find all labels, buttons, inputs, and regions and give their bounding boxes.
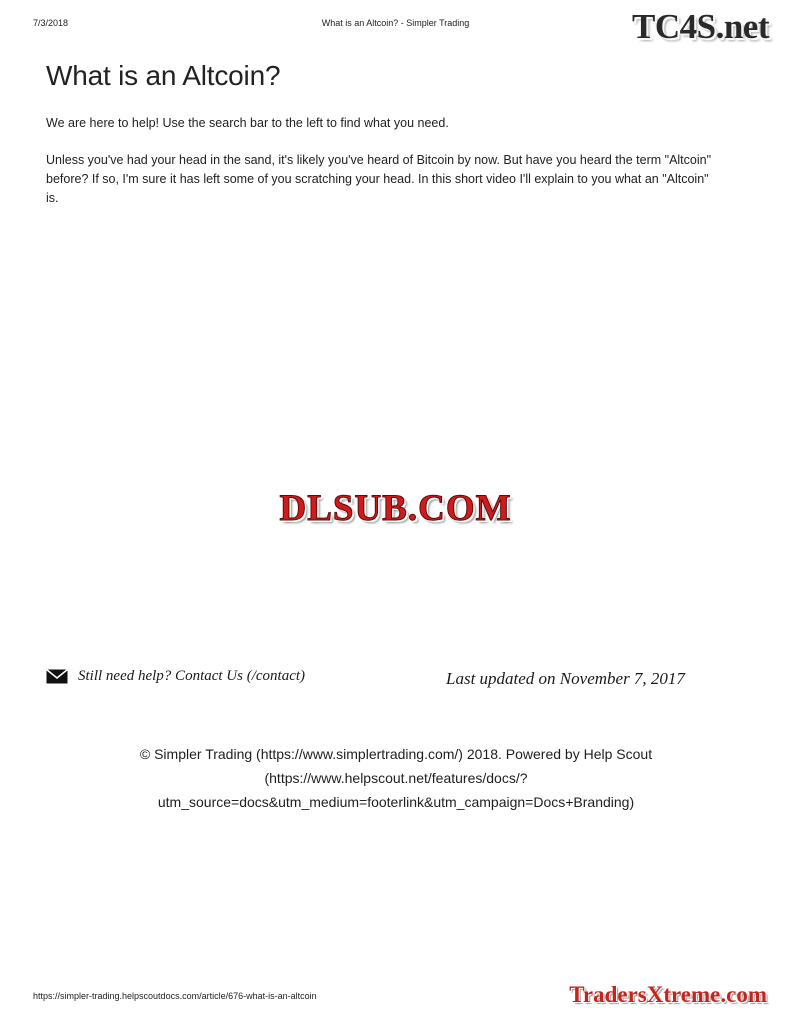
page-title: What is an Altcoin? [46, 60, 281, 91]
contact-us-link[interactable] [46, 668, 305, 685]
watermark-bottom-right: TradersXtreme.com [569, 982, 767, 1007]
page-source-url: https://simpler-trading.helpscoutdocs.com/article/676-what-is-an-altcoin [33, 991, 317, 1001]
last-updated-text: Last updated on November 7, 2017 [446, 669, 685, 688]
envelope-icon [46, 669, 68, 684]
article-content [46, 60, 746, 226]
article-footer-row [0, 668, 791, 702]
watermark-top-right: TC4S.net [632, 7, 769, 46]
print-page-title: What is an Altcoin? - Simpler Trading [321, 18, 470, 28]
article-paragraph-2: Unless you've had your head in the sand, it's likely you've heard of Bitcoin by now. But have you heard the term "Altcoin" before? If so, I'm sure it has left some of you scratching your head. In this short video I'll explain to you what an "Altcoin" is. [46, 153, 712, 205]
watermark-center [0, 487, 791, 530]
article-paragraph-1: We are here to help! Use the search bar to the left to find what you need. [46, 116, 449, 130]
print-date: 7/3/2018 [33, 18, 69, 28]
copyright-text: © Simpler Trading (https://www.simplertrading.com/) 2018. Powered by Help Scout (https://www.helpscout.net/features/docs/?utm_source=docs&utm_medium=footerlink&utm_campaign=Docs+Branding) [139, 746, 653, 810]
watermark-center-text: DLSUB.COM [279, 488, 512, 529]
contact-us-label: Still need help? Contact Us (/contact) [78, 668, 306, 684]
